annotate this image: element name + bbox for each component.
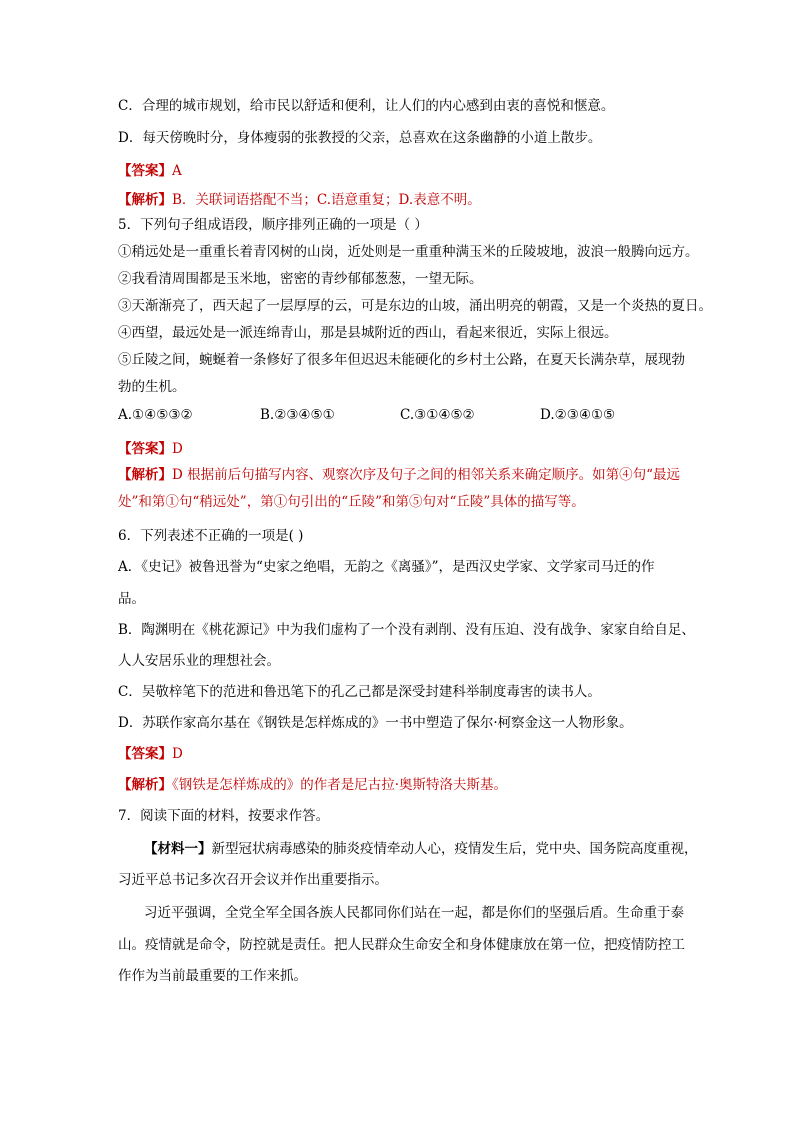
material-tag: 【材料一】 bbox=[144, 841, 212, 857]
material-1 bbox=[144, 840, 698, 858]
q6-answer bbox=[118, 745, 183, 763]
q5-sentence-1: ①稍远处是一重重长着青冈树的山岗，近处则是一重重种满玉米的丘陵坡地，波浪一般腾向远方。 bbox=[118, 244, 699, 260]
q6-option-b-cont: 人人安居乐业的理想社会。 bbox=[118, 653, 280, 669]
q6-option-b: B．陶渊明在《桃花源记》中为我们虚构了一个没有剥削、没有压迫、没有战争、家家自给自足、 bbox=[118, 622, 695, 638]
material-text: 新型冠状病毒感染的肺炎疫情牵动人心，疫情发生后，党中央、国务院高度重视， bbox=[211, 841, 698, 857]
analysis-tag: 【解析】 bbox=[118, 192, 172, 208]
q5-sentence-5-cont: 勃的生机。 bbox=[118, 379, 186, 395]
q5-sentence-4: ④西望，最远处是一派连绵青山，那是县城附近的西山，看起来很近，实际上很远。 bbox=[118, 325, 618, 341]
q6-option-d: D．苏联作家高尔基在《钢铁是怎样炼成的》一书中塑造了保尔·柯察金这一人物形象。 bbox=[118, 715, 633, 731]
q7-stem: 7．阅读下面的材料，按要求作答。 bbox=[118, 808, 330, 824]
q5-answer bbox=[118, 440, 183, 458]
paragraph-2-cont-1: 山。疫情就是命令，防控就是责任。把人民群众生命安全和身体健康放在第一位，把疫情防控工 bbox=[118, 937, 685, 953]
q6-option-a-cont: 品。 bbox=[118, 591, 145, 607]
q5-sentence-2: ②我看清周围都是玉米地，密密的青纱郁郁葱葱，一望无际。 bbox=[118, 271, 483, 287]
analysis-text: D 根据前后句描写内容、观察次序及句子之间的相邻关系来确定顺序。如第④句“最远 bbox=[172, 467, 681, 483]
paragraph-2: 习近平强调，全党全军全国各族人民都同你们站在一起，都是你们的坚强后盾。生命重于泰 bbox=[144, 905, 684, 921]
q5-sentence-3: ③天渐渐亮了，西天起了一层厚厚的云，可是东边的山坡，涌出明亮的朝霞，又是一个炎热的夏日。 bbox=[118, 298, 712, 314]
answer-value: A bbox=[172, 163, 182, 179]
answer-value: D bbox=[172, 746, 183, 762]
q6-stem: 6．下列表述不正确的一项是( ) bbox=[118, 528, 304, 544]
q4-analysis bbox=[118, 191, 481, 209]
q5-option-b: B.②③④⑤① bbox=[260, 407, 335, 423]
analysis-text: B．关联词语搭配不当；C.语意重复；D.表意不明。 bbox=[172, 192, 481, 208]
analysis-text: 《钢铁是怎样炼成的》的作者是尼古拉·奥斯特洛夫斯基。 bbox=[172, 777, 508, 793]
q4-answer bbox=[118, 162, 182, 180]
answer-tag: 【答案】 bbox=[118, 746, 172, 762]
q4-option-c: C．合理的城市规划，给市民以舒适和便利，让人们的内心感到由衷的喜悦和惬意。 bbox=[118, 98, 615, 114]
q5-stem: 5．下列句子组成语段，顺序排列正确的一项是（ ） bbox=[118, 217, 428, 233]
q5-option-a: A.①④⑤③② bbox=[118, 407, 193, 423]
q6-option-c: C．吴敬梓笔下的范进和鲁迅笔下的孔乙己都是深受封建科举制度毒害的读书人。 bbox=[118, 684, 601, 700]
q5-sentence-5: ⑤丘陵之间，蜿蜒着一条修好了很多年但迟迟未能硬化的乡村土公路，在夏天长满杂草，展现勃 bbox=[118, 352, 685, 368]
q4-option-d: D．每天傍晚时分，身体瘦弱的张教授的父亲，总喜欢在这条幽静的小道上散步。 bbox=[118, 130, 602, 146]
q5-option-d: D.②③④①⑤ bbox=[540, 407, 616, 423]
q6-analysis bbox=[118, 776, 507, 794]
q6-option-a: A．《史记》被鲁迅誉为“史家之绝唱，无韵之《离骚》”，是西汉史学家、文学家司马迁的作 bbox=[118, 559, 655, 575]
q5-option-c: C.③①④⑤② bbox=[400, 407, 475, 423]
q5-analysis bbox=[118, 466, 680, 484]
answer-tag: 【答案】 bbox=[118, 441, 172, 457]
answer-tag: 【答案】 bbox=[118, 163, 172, 179]
q5-analysis-cont: 处”和第①句“稍远处”，第①句引出的“丘陵”和第⑤句对“丘陵”具体的描写等。 bbox=[118, 494, 585, 510]
paragraph-2-cont-2: 作作为当前最重要的工作来抓。 bbox=[118, 968, 307, 984]
analysis-tag: 【解析】 bbox=[118, 777, 172, 793]
material-1-cont: 习近平总书记多次召开会议并作出重要指示。 bbox=[118, 872, 388, 888]
answer-value: D bbox=[172, 441, 183, 457]
analysis-tag: 【解析】 bbox=[118, 467, 172, 483]
